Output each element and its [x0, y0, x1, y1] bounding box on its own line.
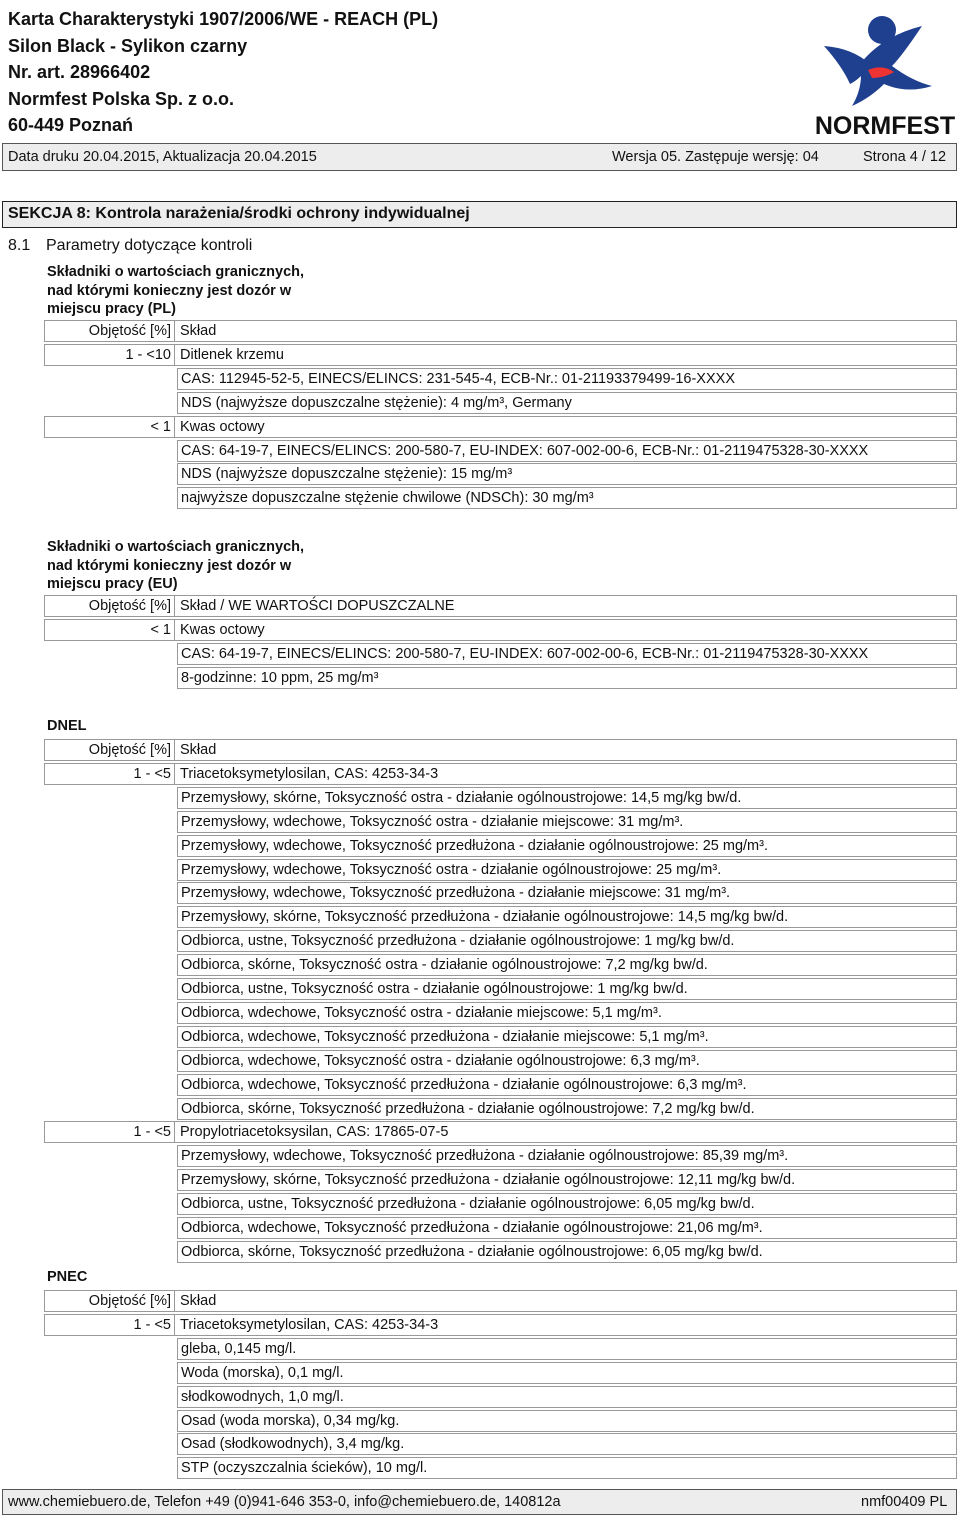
- composition-cell: Kwas octowy: [180, 418, 265, 435]
- detail-text: Odbiorca, ustne, Toksyczność przedłużona - działanie ogólnoustrojowe: 6,05 mg/kg bw/d.: [181, 1196, 755, 1213]
- table-header-row: [44, 595, 957, 617]
- detail-row: [177, 1074, 957, 1096]
- detail-text: Odbiorca, skórne, Toksyczność ostra - działanie ogólnoustrojowe: 7,2 mg/kg bw/d.: [181, 957, 708, 974]
- detail-text: Odbiorca, ustne, Toksyczność ostra - działanie ogólnoustrojowe: 1 mg/kg bw/d.: [181, 981, 688, 997]
- company-name: Normfest Polska Sp. z o.o.: [8, 88, 235, 109]
- component-row: [44, 1121, 957, 1143]
- composition-header: Skład / WE WARTOŚCI DOPUSZCZALNE: [180, 598, 455, 614]
- dnel-title: DNEL: [47, 718, 87, 734]
- detail-text: Przemysłowy, skórne, Toksyczność ostra - działanie ogólnoustrojowe: 14,5 mg/kg bw/d.: [181, 789, 742, 806]
- detail-text: Osad (słodkowodnych), 3,4 mg/kg.: [181, 1436, 405, 1453]
- detail-row: [177, 1433, 957, 1455]
- detail-row: [177, 1145, 957, 1167]
- detail-row: [177, 1169, 957, 1191]
- detail-text: gleba, 0,145 mg/l.: [181, 1340, 297, 1357]
- normfest-logo: [812, 6, 958, 140]
- table-header-row: [44, 739, 957, 761]
- volume-header: Objętość [%]: [45, 596, 175, 616]
- volume-cell: 1 - <10: [45, 345, 175, 365]
- detail-row: [177, 1241, 957, 1263]
- volume-cell: 1 - <5: [45, 1315, 175, 1335]
- composition-cell: Triacetoksymetylosilan, CAS: 4253-34-3: [180, 1316, 439, 1333]
- detail-text: Przemysłowy, skórne, Toksyczność przedłużona - działanie ogólnoustrojowe: 14,5 mg/kg bw/d.: [181, 909, 789, 926]
- table-header-row: [44, 320, 957, 342]
- print-date: Data druku 20.04.2015, Aktualizacja 20.04.2015: [8, 149, 317, 165]
- subsection-title: Parametry dotyczące kontroli: [46, 237, 253, 254]
- subsection-number: 8.1: [8, 237, 31, 254]
- eu-limits-title: Składniki o wartościach granicznych, nad którymi konieczny jest dozór w miejscu pracy (EU): [47, 539, 305, 592]
- product-name: Silon Black - Sylikon czarny: [8, 35, 248, 56]
- version-info: Wersja 05. Zastępuje wersję: 04: [612, 149, 819, 165]
- detail-row: [177, 1193, 957, 1215]
- detail-text: CAS: 112945-52-5, EINECS/ELINCS: 231-545-4, ECB-Nr.: 01-21193379499-16-XXXX: [181, 370, 735, 387]
- volume-cell: 1 - <5: [45, 764, 175, 784]
- detail-row: [177, 1386, 957, 1408]
- detail-row: [177, 487, 957, 509]
- detail-text: Przemysłowy, wdechowe, Toksyczność ostra - działanie ogólnoustrojowe: 25 mg/m³.: [181, 861, 722, 878]
- detail-text: 8-godzinne: 10 ppm, 25 mg/m³: [181, 669, 379, 686]
- table-header-row: [44, 1290, 957, 1312]
- detail-row: [177, 1457, 957, 1479]
- detail-text: NDS (najwyższe dopuszczalne stężenie): 4 mg/m³, Germany: [181, 394, 572, 411]
- detail-text: Przemysłowy, wdechowe, Toksyczność przedłużona - działanie ogólnoustrojowe: 25 mg/m³.: [181, 837, 768, 854]
- detail-row: [177, 368, 957, 390]
- footer-doc-code: nmf00409 PL: [861, 1494, 948, 1510]
- detail-row: [177, 643, 957, 665]
- pnec-title: PNEC: [47, 1269, 88, 1285]
- detail-row: [177, 1217, 957, 1239]
- detail-text: Woda (morska), 0,1 mg/l.: [181, 1364, 344, 1381]
- page-footer: [2, 1489, 957, 1515]
- detail-row: [177, 1050, 957, 1072]
- detail-text: Przemysłowy, wdechowe, Toksyczność przedłużona - działanie ogólnoustrojowe: 85,39 mg/m³.: [181, 1148, 789, 1165]
- logo-text: NORMFEST: [814, 112, 956, 140]
- section-heading: SEKCJA 8: Kontrola narażenia/środki ochrony indywidualnej: [2, 201, 957, 228]
- detail-row: [177, 392, 957, 414]
- composition-cell: Ditlenek krzemu: [180, 346, 284, 363]
- detail-row: [177, 906, 957, 928]
- component-row: [44, 1314, 957, 1336]
- subsection-heading: [8, 237, 252, 255]
- print-info-bar: [2, 143, 957, 171]
- detail-text: Odbiorca, skórne, Toksyczność przedłużona - działanie ogólnoustrojowe: 6,05 mg/kg bw/d.: [181, 1243, 763, 1260]
- composition-cell: Triacetoksymetylosilan, CAS: 4253-34-3: [180, 765, 439, 782]
- composition-header: Skład: [180, 742, 217, 758]
- detail-row: [177, 1338, 957, 1360]
- detail-text: Odbiorca, skórne, Toksyczność przedłużona - działanie ogólnoustrojowe: 7,2 mg/kg bw/d.: [181, 1100, 755, 1117]
- article-number: Nr. art. 28966402: [8, 62, 151, 82]
- detail-text: Osad (woda morska), 0,34 mg/kg.: [181, 1412, 400, 1429]
- detail-text: Przemysłowy, wdechowe, Toksyczność przedłużona - działanie miejscowe: 31 mg/m³.: [181, 885, 731, 902]
- composition-cell: Propylotriacetoksysilan, CAS: 17865-07-5: [180, 1124, 449, 1141]
- detail-row: [177, 440, 957, 462]
- detail-row: [177, 1026, 957, 1048]
- component-row: [44, 344, 957, 366]
- detail-text: Przemysłowy, wdechowe, Toksyczność ostra - działanie miejscowe: 31 mg/m³.: [181, 813, 684, 830]
- composition-header: Skład: [180, 1293, 217, 1309]
- document-header: [8, 6, 708, 139]
- detail-row: [177, 930, 957, 952]
- volume-header: Objętość [%]: [45, 1291, 175, 1311]
- detail-text: Odbiorca, wdechowe, Toksyczność przedłużona - działanie ogólnoustrojowe: 21,06 mg/m³.: [181, 1220, 763, 1236]
- detail-row: [177, 463, 957, 485]
- composition-cell: Kwas octowy: [180, 621, 265, 638]
- volume-cell: < 1: [45, 620, 175, 640]
- company-city: 60-449 Poznań: [8, 115, 134, 135]
- detail-row: [177, 1002, 957, 1024]
- detail-row: [177, 667, 957, 689]
- document-title: Karta Charakterystyki 1907/2006/WE - REACH (PL): [8, 9, 439, 29]
- detail-text: słodkowodnych, 1,0 mg/l.: [181, 1388, 344, 1405]
- detail-text: Odbiorca, wdechowe, Toksyczność przedłużona - działanie miejscowe: 5,1 mg/m³.: [181, 1028, 709, 1045]
- volume-cell: < 1: [45, 417, 175, 437]
- detail-text: Odbiorca, ustne, Toksyczność przedłużona - działanie ogólnoustrojowe: 1 mg/kg bw/d.: [181, 933, 735, 950]
- detail-row: [177, 835, 957, 857]
- detail-text: CAS: 64-19-7, EINECS/ELINCS: 200-580-7, EU-INDEX: 607-002-00-6, ECB-Nr.: 01-2119475328-30-XXXX: [181, 442, 869, 459]
- component-row: [44, 763, 957, 785]
- volume-cell: 1 - <5: [45, 1122, 175, 1142]
- detail-row: [177, 787, 957, 809]
- detail-row: [177, 811, 957, 833]
- detail-text: Odbiorca, wdechowe, Toksyczność przedłużona - działanie ogólnoustrojowe: 6,3 mg/m³.: [181, 1076, 747, 1093]
- composition-header: Skład: [180, 323, 217, 339]
- detail-row: [177, 1362, 957, 1384]
- detail-text: najwyższe dopuszczalne stężenie chwilowe (NDSCh): 30 mg/m³: [181, 490, 594, 507]
- detail-row: [177, 954, 957, 976]
- detail-text: CAS: 64-19-7, EINECS/ELINCS: 200-580-7, EU-INDEX: 607-002-00-6, ECB-Nr.: 01-2119475328-30-XXXX: [181, 645, 869, 662]
- detail-text: NDS (najwyższe dopuszczalne stężenie): 15 mg/m³: [181, 466, 513, 483]
- detail-text: Odbiorca, wdechowe, Toksyczność ostra - działanie miejscowe: 5,1 mg/m³.: [181, 1004, 662, 1021]
- volume-header: Objętość [%]: [45, 321, 175, 341]
- detail-text: Odbiorca, wdechowe, Toksyczność ostra - działanie ogólnoustrojowe: 6,3 mg/m³.: [181, 1052, 700, 1069]
- detail-text: STP (oczyszczalnia ścieków), 10 mg/l.: [181, 1460, 428, 1477]
- detail-row: [177, 859, 957, 881]
- detail-text: Przemysłowy, skórne, Toksyczność przedłużona - działanie ogólnoustrojowe: 12,11 mg/kg bw/d.: [181, 1172, 796, 1189]
- volume-header: Objętość [%]: [45, 740, 175, 760]
- component-row: [44, 619, 957, 641]
- detail-row: [177, 1098, 957, 1120]
- footer-contact: www.chemiebuero.de, Telefon +49 (0)941-646 353-0, info@chemiebuero.de, 140812a: [8, 1494, 561, 1510]
- component-row: [44, 416, 957, 438]
- detail-row: [177, 978, 957, 1000]
- page-number: Strona 4 / 12: [863, 149, 947, 165]
- detail-row: [177, 1410, 957, 1432]
- detail-row: [177, 882, 957, 904]
- pl-limits-title: Składniki o wartościach granicznych, nad którymi konieczny jest dozór w miejscu pracy (PL): [47, 264, 305, 317]
